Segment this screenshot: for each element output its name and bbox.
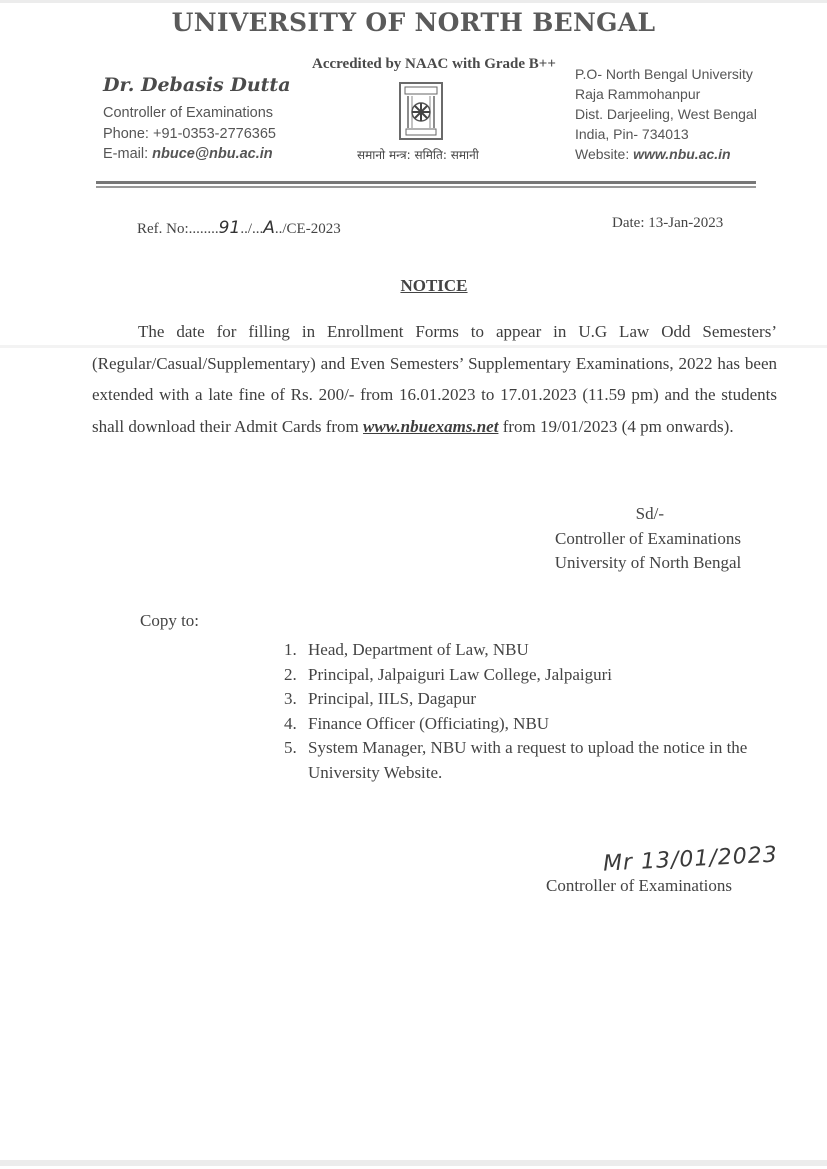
- list-item: 1. Head, Department of Law, NBU: [284, 640, 529, 659]
- accreditation-text: Accredited by NAAC with Grade B++: [312, 56, 556, 72]
- letterhead-contact-left: [103, 103, 276, 165]
- copy-to-label: Copy to:: [140, 611, 200, 630]
- letterhead-divider-secondary: [96, 186, 756, 188]
- signature-block: [548, 502, 748, 576]
- designation: Controller of Examinations: [103, 105, 274, 121]
- notice-title: NOTICE: [400, 276, 468, 295]
- address-line-2: Raja Rammohanpur: [575, 86, 701, 102]
- notice-date: Date: 13-Jan-2023: [612, 215, 724, 231]
- ref-letter-handwritten: A: [263, 218, 275, 238]
- university-motto: समानो मन्त्र: समिति: समानी: [357, 148, 479, 162]
- phone-number: +91-0353-2776365: [153, 125, 276, 142]
- list-item: 3. Principal, IILS, Dagapur: [284, 689, 477, 708]
- ref-number-handwritten: 91: [218, 218, 241, 238]
- email-line: E-mail: nbuce@nbu.ac.in: [103, 146, 273, 162]
- university-name: UNIVERSITY OF NORTH BENGAL: [171, 8, 656, 37]
- scan-artifact-bottom: [0, 1160, 827, 1166]
- signatory-institution: University of North Bengal: [554, 553, 742, 572]
- address-line-3: Dist. Darjeeling, West Bengal: [575, 106, 757, 122]
- signatory-designation: Controller of Examinations: [554, 528, 742, 548]
- sd-mark: Sd/-: [635, 504, 664, 523]
- website-link[interactable]: www.nbu.ac.in: [633, 146, 731, 162]
- notice-body: The date for filling in Enrollment Forms to appear in U.G Law Odd Semesters’ (Regular/Casual/Supplementary) and Even Semesters’ Supplementary Examinations, 2022 has been extended with a late fine of Rs. 200/- from 16.01.2023 to 17.01.2023 (11.59 pm) and the students shall download their Admit Cards from www.nbuexams.net from 19/01/2023 (4 pm onwards).: [92, 322, 777, 436]
- exams-website-link[interactable]: www.nbuexams.net: [363, 416, 499, 436]
- handwritten-signature: Mr 13/01/2023: [602, 842, 779, 877]
- scan-artifact-top: [0, 0, 827, 3]
- final-signatory-designation: Controller of Examinations: [546, 876, 733, 895]
- website-line: Website: www.nbu.ac.in: [575, 146, 731, 162]
- copy-to-list: [284, 638, 774, 785]
- list-item: 4. Finance Officer (Officiating), NBU: [284, 713, 550, 733]
- address-line-4: India, Pin- 734013: [575, 126, 689, 142]
- email-address[interactable]: nbuce@nbu.ac.in: [152, 146, 273, 162]
- letterhead-divider: [96, 181, 756, 184]
- list-item: 2. Principal, Jalpaiguri Law College, Jalpaiguri: [284, 664, 613, 684]
- address-line-1: P.O- North Bengal University: [575, 66, 753, 82]
- university-emblem-icon: [399, 82, 443, 140]
- phone-line: Phone: +91-0353-2776365: [103, 125, 276, 142]
- controller-name: Dr. Debasis Dutta: [103, 74, 291, 96]
- reference-number: Ref. No:........91../...A../CE-2023: [137, 218, 341, 238]
- list-item: 5. System Manager, NBU with a request to upload the notice in the University Website.: [284, 738, 748, 782]
- letterhead-address-right: [575, 64, 757, 164]
